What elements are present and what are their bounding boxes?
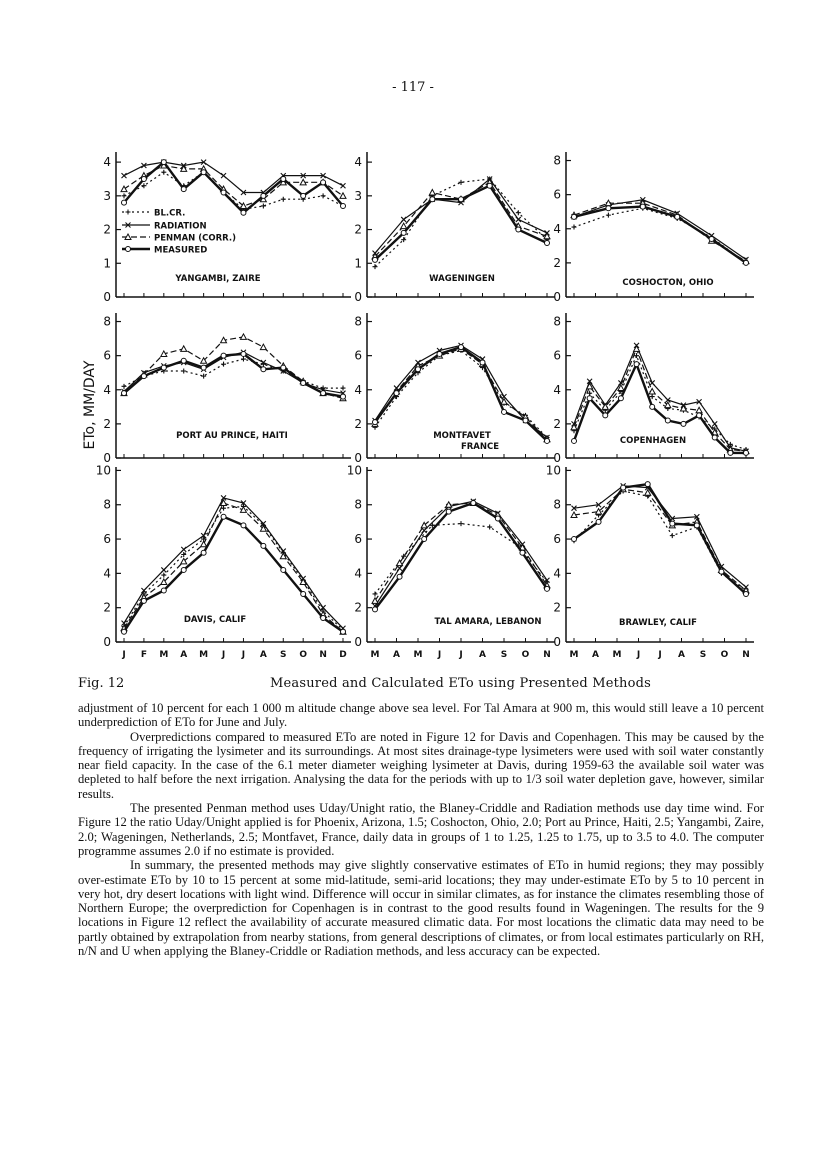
data-point (241, 210, 246, 215)
chart-panel (367, 467, 555, 642)
data-point (141, 374, 146, 379)
x-tick-label: A (592, 650, 599, 660)
chart-title: MONTFAVET (433, 431, 491, 441)
data-point (459, 197, 464, 202)
data-point (487, 183, 492, 188)
y-tick-label: 2 (354, 416, 362, 431)
chart-title: YANGAMBI, ZAIRE (175, 274, 261, 284)
y-tick-label: 6 (103, 348, 111, 363)
x-tick-label: S (500, 650, 508, 660)
data-point (650, 380, 655, 385)
y-tick-label: 0 (103, 635, 111, 649)
x-tick-label: J (459, 650, 463, 660)
data-point (341, 183, 346, 188)
chart-title: COPENHAGEN (619, 436, 687, 446)
body-text (78, 701, 764, 958)
data-point (744, 260, 749, 265)
y-tick-label: 0 (553, 290, 561, 304)
data-point (240, 334, 246, 340)
data-point (621, 485, 626, 490)
data-point (341, 203, 346, 208)
data-point (241, 523, 246, 528)
y-tick-label: 2 (103, 222, 111, 237)
y-tick-label: 2 (553, 416, 561, 431)
page-number: - 117 - (392, 80, 434, 95)
chart-title: BRAWLEY, CALIF (619, 618, 697, 628)
y-axis-label: ETo, MM/DAY (82, 360, 98, 450)
legend-label: MEASURED (154, 245, 208, 256)
y-tick-label: 3 (103, 188, 111, 203)
y-tick-label: 2 (103, 600, 111, 615)
data-point (618, 396, 623, 401)
figure-title: Measured and Calculated ETo using Presented Methods (270, 676, 652, 691)
series-line (375, 345, 547, 437)
data-point (645, 482, 650, 487)
x-tick-label: O (720, 650, 729, 660)
data-point (201, 541, 207, 547)
data-point (373, 264, 378, 269)
data-point (545, 586, 550, 591)
y-tick-label: 6 (553, 187, 561, 202)
data-point (221, 353, 226, 358)
y-tick-label: 10 (95, 463, 111, 478)
data-point (471, 501, 476, 506)
data-point (422, 537, 427, 542)
data-point (161, 573, 166, 578)
data-point (201, 170, 206, 175)
data-point (572, 214, 577, 219)
series-line (375, 347, 547, 441)
data-point (340, 193, 346, 199)
x-tick-label: N (742, 650, 750, 660)
x-tick-label: M (159, 650, 169, 660)
data-point (161, 365, 166, 370)
data-point (502, 409, 507, 414)
y-tick-label: 10 (346, 463, 362, 478)
data-point (260, 344, 266, 350)
chart-title: PORT AU PRINCE, HAITI (176, 431, 288, 441)
x-tick-label: J (241, 650, 246, 660)
data-point (694, 523, 699, 528)
y-tick-label: 3 (354, 188, 362, 203)
legend-marker (126, 210, 131, 215)
y-tick-label: 2 (553, 600, 561, 615)
paragraph: Overpredictions compared to measured ETo are noted in Figure 12 for Davis and Copenhagen. This may be caused by the frequency of irrigating the lysimeter and its surroundings. At most sites drainage-type lysimeters were used with soil water constantly near field capacity. In the case of the 6.1 meter diameter weighing lysimeter at Davis, during 1959-63 the available soil water was depleted to half before the next irrigation. Analysing the data for the periods with up to 1/3 soil water depletion gave, however, similar results. (78, 729, 764, 801)
data-point (341, 386, 346, 391)
series-line (574, 200, 746, 260)
data-point (712, 421, 717, 426)
series-line (375, 182, 547, 256)
x-tick-label: N (319, 650, 327, 660)
data-point (603, 413, 608, 418)
x-tick-label: D (339, 650, 347, 660)
data-point (728, 450, 733, 455)
x-tick-label: S (699, 650, 707, 660)
data-point (341, 394, 346, 399)
data-point (373, 607, 378, 612)
y-tick-label: 4 (354, 382, 362, 397)
data-point (487, 525, 492, 530)
x-tick-label: F (140, 650, 147, 660)
y-tick-label: 6 (354, 348, 362, 363)
legend-label: BL.CR. (154, 208, 186, 219)
data-point (744, 450, 749, 455)
data-point (181, 567, 186, 572)
legend-label: PENMAN (CORR.) (154, 233, 236, 244)
series-line (574, 208, 746, 263)
data-point (341, 629, 346, 634)
data-point (281, 176, 286, 181)
y-tick-label: 1 (354, 256, 362, 271)
data-point (459, 345, 464, 350)
y-tick-label: 8 (553, 314, 561, 329)
data-point (261, 193, 266, 198)
data-point (321, 391, 326, 396)
data-point (301, 380, 306, 385)
data-point (122, 629, 127, 634)
data-point (634, 362, 639, 367)
data-point (606, 213, 611, 218)
data-point (181, 369, 186, 374)
x-tick-label: M (370, 650, 380, 660)
data-point (459, 521, 464, 526)
data-point (719, 569, 724, 574)
data-point (141, 598, 146, 603)
data-point (640, 204, 645, 209)
data-point (446, 509, 451, 514)
x-tick-label: M (569, 650, 579, 660)
data-point (459, 180, 464, 185)
data-point (122, 391, 127, 396)
data-point (122, 193, 127, 198)
y-tick-label: 2 (103, 416, 111, 431)
data-point (587, 396, 592, 401)
data-point (161, 170, 166, 175)
y-tick-label: 2 (354, 222, 362, 237)
y-tick-label: 8 (553, 153, 561, 168)
series-line (124, 166, 343, 207)
y-tick-label: 4 (354, 566, 362, 581)
x-tick-label: A (678, 650, 685, 660)
series-line (574, 484, 746, 594)
y-tick-label: 6 (553, 532, 561, 547)
data-point (516, 227, 521, 232)
y-tick-label: 0 (354, 451, 362, 465)
chart-title: FRANCE (460, 442, 500, 452)
legend (122, 210, 150, 252)
paragraph: adjustment of 10 percent for each 1 000 m altitude change above sea level. For Tal Amara at 900 m, this would still leave a 10 percent underprediction of ETo for June and July. (78, 701, 764, 730)
y-tick-label: 8 (103, 314, 111, 329)
data-point (572, 438, 577, 443)
x-tick-label: M (199, 650, 209, 660)
data-point (122, 200, 127, 205)
data-point (373, 257, 378, 262)
data-point (141, 176, 146, 181)
data-point (744, 591, 749, 596)
data-point (373, 420, 378, 425)
y-tick-label: 4 (553, 566, 561, 581)
x-tick-label: S (280, 650, 287, 660)
data-point (201, 365, 206, 370)
data-point (221, 173, 226, 178)
data-point (241, 351, 246, 356)
data-point (681, 421, 686, 426)
y-tick-label: 0 (553, 451, 561, 465)
chart-title: COSHOCTON, OHIO (622, 278, 714, 288)
y-tick-label: 0 (354, 290, 362, 304)
y-tick-label: 0 (354, 635, 362, 649)
y-tick-label: 6 (553, 348, 561, 363)
legend-marker (126, 247, 131, 252)
y-tick-label: 1 (103, 256, 111, 271)
x-tick-label: A (393, 650, 400, 660)
data-point (523, 418, 528, 423)
x-tick-label: A (180, 650, 188, 660)
data-point (665, 418, 670, 423)
data-point (401, 223, 407, 229)
y-tick-label: 8 (354, 314, 362, 329)
x-tick-label: J (122, 650, 126, 660)
figure-number: Fig. 12 (78, 676, 125, 691)
data-point (712, 435, 717, 440)
y-tick-label: 4 (103, 155, 111, 170)
data-point (437, 351, 442, 356)
x-tick-label: M (413, 650, 423, 660)
y-tick-label: 8 (553, 497, 561, 512)
x-tick-label: O (521, 650, 530, 660)
data-point (301, 591, 306, 596)
y-tick-label: 6 (354, 532, 362, 547)
series-line (574, 207, 746, 263)
paragraph: In summary, the presented methods may give slightly conservative estimates of ETo in humid regions; they may possibly over-estimate ETo by 10 to 15 percent at some mid-latitude, semi-arid locations; they may under-estimate ETo by 5 to 10 percent in very hot, dry desert locations with light wind. Difference will occur in similar climates, as for instance the climates resembling those of Northern Europe; the overprediction for Copenhagen is in contrast to the good results found in Wageningen. The results for the 9 locations in Figure 12 reflect the availability of accurate measured climatic data. For most locations the climatic data may need to be partly obtained by extrapolation from nearby stations, from general descriptions of climates, or from local estimates particularly on RH, n/N and U when applying the Blaney-Criddle or Radiation methods, and less accuracy can be expected. (78, 858, 764, 959)
data-point (650, 404, 655, 409)
data-point (394, 391, 399, 396)
x-tick-label: M (612, 650, 622, 660)
data-point (373, 591, 378, 596)
data-point (281, 365, 286, 370)
data-point (261, 543, 266, 548)
chart-title: TAL AMARA, LEBANON (434, 617, 542, 627)
data-point (545, 438, 550, 443)
series-line (124, 337, 343, 398)
x-tick-label: J (658, 650, 662, 660)
series-line (375, 349, 547, 439)
data-point (545, 241, 550, 246)
y-tick-label: 4 (103, 382, 111, 397)
data-point (675, 214, 680, 219)
series-line (375, 524, 547, 594)
data-point (261, 367, 266, 372)
data-point (161, 588, 166, 593)
data-point (301, 193, 306, 198)
data-point (181, 346, 187, 352)
x-tick-label: J (437, 650, 442, 660)
data-point (429, 189, 435, 195)
data-point (397, 574, 402, 579)
data-point (480, 360, 485, 365)
chart-panel (566, 152, 754, 297)
data-point (241, 357, 246, 362)
data-point (321, 615, 326, 620)
data-point (281, 567, 286, 572)
y-tick-label: 4 (553, 221, 561, 236)
y-tick-label: 6 (103, 532, 111, 547)
chart-panel (566, 467, 754, 642)
y-tick-label: 4 (553, 382, 561, 397)
data-point (261, 203, 266, 208)
data-point (572, 225, 577, 230)
data-point (416, 367, 421, 372)
data-point (181, 187, 186, 192)
data-point (670, 521, 675, 526)
series-line (375, 503, 547, 609)
data-point (401, 217, 406, 222)
series-line (124, 498, 343, 628)
y-tick-label: 4 (103, 566, 111, 581)
data-point (321, 180, 326, 185)
data-point (181, 547, 186, 552)
y-tick-label: 0 (553, 635, 561, 649)
data-point (181, 358, 186, 363)
data-point (696, 407, 702, 413)
y-tick-label: 10 (545, 463, 561, 478)
data-point (122, 173, 127, 178)
data-point (430, 197, 435, 202)
data-point (161, 160, 166, 165)
y-tick-label: 4 (354, 155, 362, 170)
data-point (161, 567, 166, 572)
y-tick-label: 8 (103, 497, 111, 512)
y-tick-label: 0 (103, 290, 111, 304)
data-point (670, 533, 675, 538)
data-point (221, 362, 226, 367)
data-point (121, 186, 127, 192)
x-tick-label: A (479, 650, 486, 660)
x-tick-label: A (259, 650, 267, 660)
data-point (281, 197, 286, 202)
data-point (141, 183, 146, 188)
data-point (516, 217, 521, 222)
data-point (221, 190, 226, 195)
series-line (375, 351, 547, 438)
data-point (321, 193, 326, 198)
data-point (634, 346, 640, 352)
data-point (516, 210, 521, 215)
chart-title: WAGENINGEN (429, 274, 495, 284)
x-tick-label: J (221, 650, 226, 660)
data-point (221, 514, 226, 519)
data-point (401, 230, 406, 235)
chart-title: DAVIS, CALIF (183, 615, 247, 625)
data-point (122, 384, 127, 389)
data-point (495, 516, 500, 521)
y-tick-label: 0 (103, 451, 111, 465)
data-point (709, 237, 714, 242)
x-tick-label: J (636, 650, 641, 660)
y-tick-label: 2 (354, 600, 362, 615)
x-tick-label: N (543, 650, 551, 660)
data-point (201, 550, 206, 555)
data-point (572, 537, 577, 542)
legend-label: RADIATION (154, 221, 207, 232)
data-point (606, 206, 611, 211)
x-tick-label: O (299, 650, 308, 660)
series-line (124, 359, 343, 388)
data-point (596, 519, 601, 524)
data-point (697, 413, 702, 418)
y-tick-label: 8 (354, 497, 362, 512)
data-point (520, 550, 525, 555)
y-tick-label: 2 (553, 255, 561, 270)
series-line (124, 507, 343, 631)
data-point (650, 394, 655, 399)
paragraph: The presented Penman method uses Uday/Unight ratio, the Blaney-Criddle and Radiation methods use day time wind. For Figure 12 the ratio Uday/Unight applied is for Phoenix, Arizona, 1.5; Coshocton, Ohio, 2.0; Port au Prince, Haiti, 2.5; Yangambi, Zaire, 2.0; Wageningen, Netherlands, 2.5; Montfavet, France, daily data in groups of 1 to 1.25, 1.25 to 1.75, up to 3.5 to 4.0. The computer programme assumes 2.0 if no estimate is provided. (78, 801, 764, 858)
